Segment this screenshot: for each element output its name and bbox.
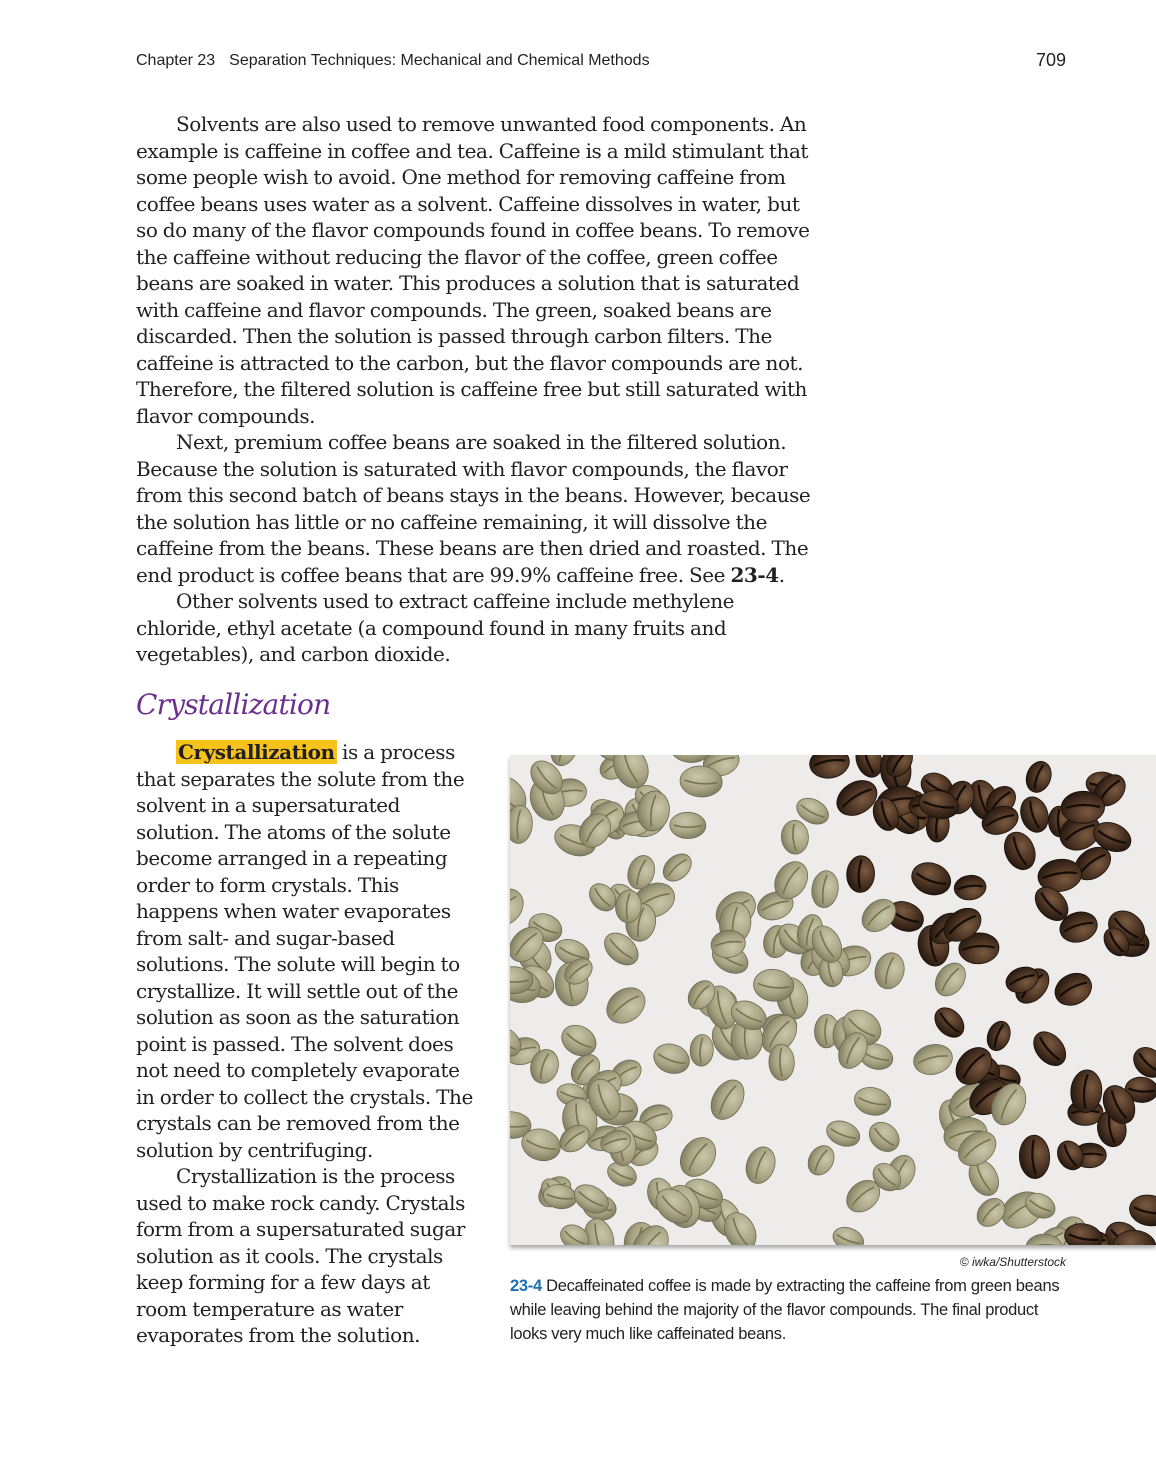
page-number: 709 bbox=[1035, 50, 1066, 70]
figure-reference: 23-4 bbox=[730, 562, 779, 587]
coffee-beans-illustration bbox=[510, 755, 1156, 1245]
paragraph-rock-candy: Crystallization is the process used to make rock candy. Crystals form from a supersaturated sugar solution as it cools. The crystals keep forming for a few days at room temperature as water evaporates from the solution. bbox=[136, 1164, 465, 1347]
caption-text: Decaffeinated coffee is made by extracting the caffeine from green beans while leaving behind the majority of the flavor compounds. The final product looks very much like caffeinated beans. bbox=[510, 1277, 1060, 1343]
chapter-title: Separation Techniques: Mechanical and Chemical Methods bbox=[229, 52, 650, 69]
paragraph-solvents: Solvents are also used to remove unwanted food components. An example is caffeine in coffee and tea. Caffeine is a mild stimulant that some people wish to avoid. One method for removing caffeine from coffee beans uses water as a solvent. Caffeine dissolves in water, but so do many of the flavor compounds found in coffee beans. To remove the caffeine without reducing the flavor of the coffee, green coffee beans are soaked in water. This produces a solution that is saturated with caffeine and flavor compounds. The green, soaked beans are discarded. Then the solution is passed through carbon filters. The caffeine is attracted to the carbon, but the flavor compounds are not. Therefore, the filtered solution is caffeine free but still saturated with flavor compounds. bbox=[136, 112, 810, 428]
key-term-highlight: Crystallization bbox=[178, 740, 335, 764]
section-heading: Crystallization bbox=[136, 688, 331, 721]
paragraph-premium-beans: Next, premium coffee beans are soaked in the filtered solution. Because the solution is saturated with flavor compounds, the flavor from this second batch of beans stays in the beans. However, because the solution has little or no caffeine remaining, it will dissolve the caffeine from the beans. These beans are then dried and roasted. The end product is coffee beans that are 99.9% caffeine free. See 23-4. bbox=[136, 430, 811, 587]
photo-credit: © iwka/Shutterstock bbox=[959, 1255, 1066, 1269]
running-header bbox=[136, 52, 1066, 74]
paragraph-other-solvents: Other solvents used to extract caffeine include methylene chloride, ethyl acetate (a compound found in many fruits and vegetables), and carbon dioxide. bbox=[136, 589, 735, 666]
chapter-label: Chapter 23 Separation Techniques: Mechanical and Chemical Methods bbox=[136, 52, 650, 69]
green-bean bbox=[670, 812, 707, 839]
coffee-beans-photo bbox=[510, 755, 1156, 1245]
paragraph-crystallization-definition: Crystallization is a process that separates the solute from the solvent in a supersaturated solution. The atoms of the solute become arranged in a repeating order to form crystals. This happens when water evaporates from salt- and sugar-based solutions. The solute will begin to crystallize. It will settle out of the solution as soon as the saturation point is passed. The solvent does not need to completely evaporate in order to collect the crystals. The crystals can be removed from the solution by centrifuging. bbox=[136, 740, 473, 1162]
crystallization-text bbox=[136, 739, 478, 1349]
body-text bbox=[136, 111, 820, 668]
figure-caption bbox=[510, 1274, 1070, 1346]
figure-label: 23-4 bbox=[510, 1277, 542, 1295]
